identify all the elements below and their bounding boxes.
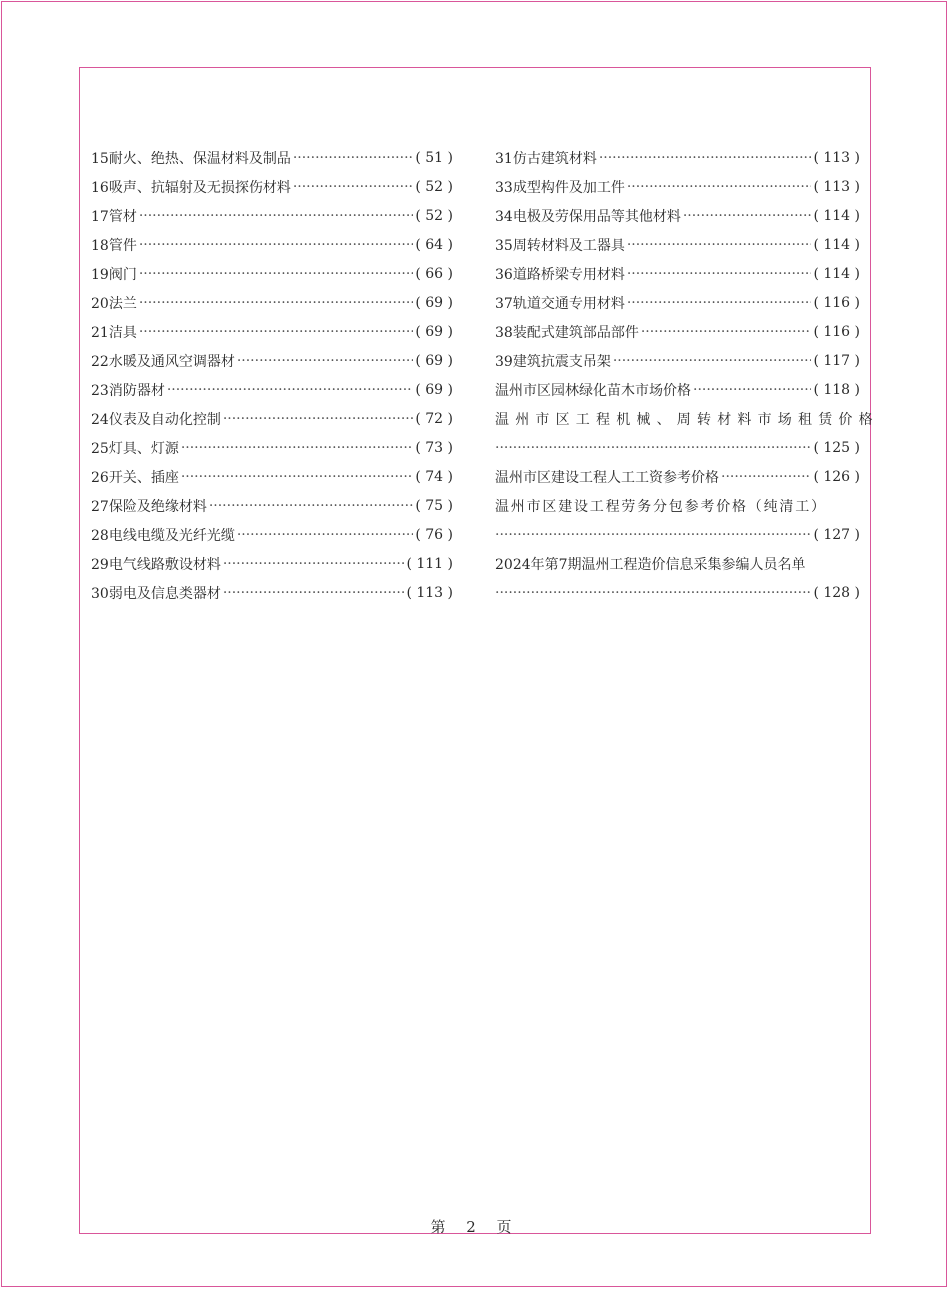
toc-entry-title: 22水暖及通风空调器材 [91,353,235,370]
toc-entry[interactable] [495,462,860,491]
toc-entry-title: 38装配式建筑部品部件 [495,324,639,341]
toc-leader-dots [237,527,414,543]
toc-entry-title: 26开关、插座 [91,469,179,486]
toc-leader-dots [139,324,414,340]
toc-entry-page: ( 69 ) [415,381,453,398]
toc-entry[interactable] [91,491,453,520]
toc-entry[interactable] [91,404,453,433]
toc-leader-dots [167,382,414,398]
toc-entry-title: 20法兰 [91,295,137,312]
toc-entry[interactable] [91,346,453,375]
toc-entry[interactable] [91,317,453,346]
toc-entry[interactable] [495,317,860,346]
toc-entry-continuation[interactable] [495,578,860,607]
toc-leader-dots [209,498,414,514]
toc-entry[interactable] [495,143,860,172]
toc-entry-page: ( 127 ) [813,526,860,543]
toc-leader-dots [627,179,812,195]
toc-entry-title: 2024年第7期温州工程造价信息采集参编人员名单 [495,556,806,573]
toc-entry-page: ( 125 ) [813,439,860,456]
toc-entry-title: 36道路桥梁专用材料 [495,266,625,283]
toc-entry[interactable] [91,201,453,230]
toc-entry-title: 15耐火、绝热、保温材料及制品 [91,150,291,167]
toc-leader-dots [139,237,414,253]
toc-entry-title: 16吸声、抗辐射及无损探伤材料 [91,179,291,196]
toc-entry-page: ( 113 ) [813,178,860,195]
toc-entry-title: 18管件 [91,237,137,254]
toc-entry-title: 35周转材料及工器具 [495,237,625,254]
toc-entry-title: 28电线电缆及光纤光缆 [91,527,235,544]
toc-entry[interactable] [91,578,453,607]
toc-entry-title: 17管材 [91,208,137,225]
toc-leader-dots [181,440,414,456]
toc-entry-page: ( 114 ) [813,265,860,282]
toc-entry-title: 温州市区建设工程劳务分包参考价格（纯清工） [495,498,827,515]
toc-entry-page: ( 116 ) [813,323,860,340]
toc-entry-title: 30弱电及信息类器材 [91,585,221,602]
toc-entry-page: ( 128 ) [813,584,860,601]
toc-entry[interactable] [91,462,453,491]
toc-leader-dots [181,469,414,485]
toc-entry[interactable] [495,259,860,288]
toc-column-right [495,143,879,607]
toc-entry-title: 31仿古建筑材料 [495,150,597,167]
toc-entry-title: 温州市区工程机械、周转材料市场租赁价格 [495,411,879,428]
toc-entry[interactable] [495,288,860,317]
toc-entry[interactable] [495,230,860,259]
toc-entry-page: ( 114 ) [813,207,860,224]
toc-leader-dots [721,469,811,485]
toc-entry-page: ( 76 ) [415,526,453,543]
toc-entry[interactable] [495,201,860,230]
toc-leader-dots [495,585,811,601]
toc-entry[interactable] [91,172,453,201]
toc-leader-dots [641,324,812,340]
toc-entry-page: ( 51 ) [415,149,453,166]
toc-entry-page: ( 69 ) [415,294,453,311]
toc-entry-title: 19阀门 [91,266,137,283]
toc-entry-page: ( 111 ) [406,555,453,572]
toc-leader-dots [613,353,812,369]
toc-entry-page: ( 52 ) [415,178,453,195]
toc-entry[interactable] [91,520,453,549]
toc-entry[interactable] [495,491,860,520]
toc-entry[interactable] [91,230,453,259]
toc-entry-title: 39建筑抗震支吊架 [495,353,611,370]
toc-entry-title: 温州市区园林绿化苗木市场价格 [495,382,691,399]
toc-leader-dots [293,179,414,195]
toc-entry-page: ( 113 ) [813,149,860,166]
toc-leader-dots [495,527,811,543]
toc-entry-page: ( 117 ) [813,352,860,369]
toc-entry-page: ( 64 ) [415,236,453,253]
toc-entry-page: ( 126 ) [813,468,860,485]
toc-entry-continuation[interactable] [495,520,860,549]
toc-entry-page: ( 75 ) [415,497,453,514]
toc-entry-page: ( 114 ) [813,236,860,253]
toc-leader-dots [223,585,405,601]
toc-entry[interactable] [495,346,860,375]
toc-leader-dots [627,237,812,253]
toc-leader-dots [599,150,812,166]
toc-entry-page: ( 118 ) [813,381,860,398]
toc-entry-page: ( 116 ) [813,294,860,311]
toc-entry[interactable] [91,433,453,462]
toc-entry[interactable] [495,404,879,433]
toc-entry-page: ( 72 ) [415,410,453,427]
toc-entry[interactable] [91,143,453,172]
toc-entry-page: ( 69 ) [415,323,453,340]
toc-entry-title: 33成型构件及加工件 [495,179,625,196]
toc-leader-dots [627,266,812,282]
toc-entry[interactable] [91,259,453,288]
toc-leader-dots [693,382,811,398]
toc-entry-title: 25灯具、灯源 [91,440,179,457]
toc-leader-dots [223,556,405,572]
toc-entry[interactable] [495,375,860,404]
toc-entry[interactable] [91,375,453,404]
toc-entry-title: 27保险及绝缘材料 [91,498,207,515]
toc-entry-title: 21洁具 [91,324,137,341]
toc-entry-page: ( 69 ) [415,352,453,369]
toc-entry[interactable] [91,549,453,578]
toc-leader-dots [293,150,414,166]
toc-entry[interactable] [91,288,453,317]
toc-entry-title: 34电极及劳保用品等其他材料 [495,208,681,225]
page-number: 第 2 页 [430,1218,520,1236]
toc-entry-title: 29电气线路敷设材料 [91,556,221,573]
toc-leader-dots [139,266,414,282]
toc-entry-title: 37轨道交通专用材料 [495,295,625,312]
toc-entry-page: ( 52 ) [415,207,453,224]
toc-leader-dots [683,208,812,224]
toc-entry-page: ( 66 ) [415,265,453,282]
toc-column-left [91,143,453,607]
toc-entry-page: ( 74 ) [415,468,453,485]
toc-leader-dots [223,411,414,427]
toc-entry-title: 24仪表及自动化控制 [91,411,221,428]
toc-leader-dots [495,440,811,456]
toc-entry-page: ( 113 ) [406,584,453,601]
toc-entry-continuation[interactable] [495,433,860,462]
toc-leader-dots [627,295,812,311]
toc-entry-page: ( 73 ) [415,439,453,456]
toc-entry-title: 温州市区建设工程人工工资参考价格 [495,469,719,486]
toc-entry-title: 23消防器材 [91,382,165,399]
toc-entry[interactable] [495,172,860,201]
toc-leader-dots [139,295,414,311]
toc-entry[interactable] [495,549,860,578]
toc-leader-dots [139,208,414,224]
toc-leader-dots [237,353,414,369]
